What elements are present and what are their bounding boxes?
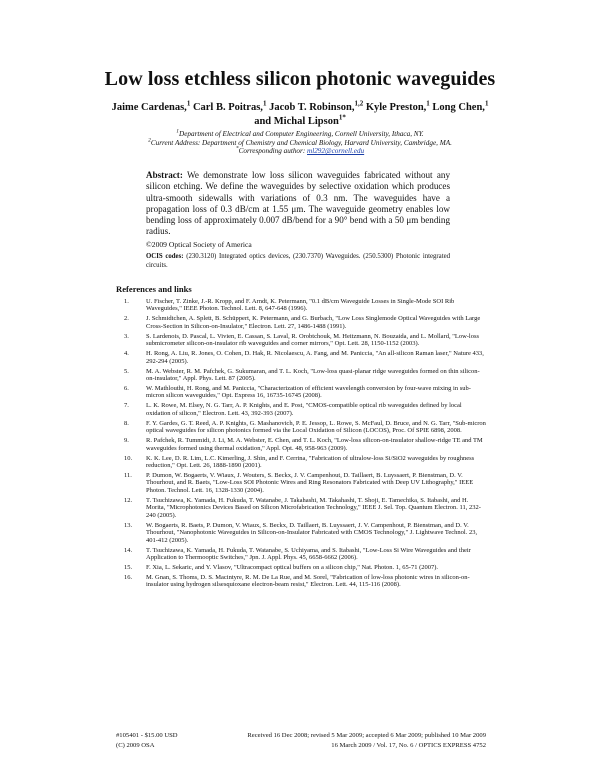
reference-number: 11. xyxy=(124,472,132,480)
footer-copyright: (C) 2009 OSA xyxy=(116,742,155,749)
corresponding-label: Corresponding author: xyxy=(238,147,308,156)
journal-citation: 16 March 2009 / Vol. 17, No. 6 / OPTICS EXPRESS 4752 xyxy=(331,742,486,749)
reference-item xyxy=(116,497,486,519)
reference-text: F. Xia, L. Sekaric, and Y. Vlasov, "Ultracompact optical buffers on a silicon chip," Nat. Photon. 1, 65-71 (2007). xyxy=(146,563,439,571)
reference-item xyxy=(116,455,486,470)
author-affiliation-mark: 1 xyxy=(186,99,191,108)
reference-text: W. Bogaerts, R. Baets, P. Dumon, V. Wiaux, S. Beckx, D. Taillaert, B. Luyssaert, J. V. Campenhout, P. Bienstman, and D. V. Thourhout, "Nanophotonic Waveguides in Silicon-on-Insulator Fabricated with CMOS Technology," J. Lightwave Technol. 23, 401-412 (2005). xyxy=(146,521,478,544)
reference-item xyxy=(116,402,486,417)
reference-item xyxy=(116,350,486,365)
reference-item xyxy=(116,437,486,452)
reference-number: 3. xyxy=(124,332,129,340)
reference-number: 13. xyxy=(124,521,133,529)
reference-item xyxy=(116,522,486,544)
reference-text: J. Schmidtchen, A. Splett, B. Schüppert, K. Petermann, and G. Burbach, "Low Loss Singlemode Optical Waveguides with Large Cross-Section in Silicon-on-Insulator," Electron. Lett. 27, 1486-1488 (1991). xyxy=(146,315,481,330)
reference-item xyxy=(116,315,486,330)
reference-number: 5. xyxy=(124,367,129,375)
reference-text: M. A. Webster, R. M. Pafchek, G. Sukumaran, and T. L. Koch, "Low-loss quasi-planar ridge waveguides formed on thin silicon-on-insulator," Appl. Phys. Lett. 87 (2005). xyxy=(146,367,480,383)
ocis-text: (230.3120) Integrated optics devices, (230.7370) Waveguides. (250.5300) Photonic integrated circuits. xyxy=(146,253,450,269)
abstract-text: We demonstrate low loss silicon waveguides fabricated without any silicon etching. We define the waveguides by selective oxidation which produces ultra-smooth sidewalls with variations of 0.3 nm. The waveguides have a propagation loss of 0.3 dB/cm at 1.55 μm. The waveguide geometry enables low bending loss of approximately 0.007 dB/bend for a 90° bend with a 50 μm bending radius. xyxy=(146,170,450,237)
reference-number: 14. xyxy=(124,546,133,554)
affiliations xyxy=(90,130,510,156)
reference-text: F. Y. Gardes, G. T. Reed, A. P. Knights, G. Mashanovich, P. E. Jessop, L. Rowe, S. McFaul, D. Bruce, and N. G. Tarr, "Sub-micron optical waveguides for silicon photonics formed via the Local Oxidation of Silicon (LOCOS), Proc. Of SPIE 6898, 2008. xyxy=(146,419,486,435)
affiliation-mark: 2 xyxy=(148,137,151,144)
author-name: Jaime Cardenas, xyxy=(111,102,187,113)
reference-text: T. Tsuchizawa, K. Yamada, H. Fukuda, T. Watanabe, S. Uchiyama, and S. Itabashi, "Low-Loss Si Wire Waveguides and their Application to Thermooptic Switches," Jpn. J. Appl. Phys. 45, 6658-6662 (2006). xyxy=(146,546,471,561)
affiliation-text: Department of Electrical and Computer Engineering, Cornell University, Ithaca, NY. xyxy=(179,130,424,138)
ocis-codes xyxy=(146,253,450,271)
reference-item xyxy=(116,333,486,348)
ocis-label: OCIS codes: xyxy=(146,253,184,260)
abstract-label: Abstract: xyxy=(146,170,183,180)
affiliation-mark: * xyxy=(235,145,239,152)
affiliation-text: Current Address: Department of Chemistry and Chemical Biology, Harvard University, Cambridge, MA. xyxy=(150,138,452,147)
reference-text: S. Lardenois, D. Pascal, L. Vivien, E. Cassan, S. Laval, R. Orobtchouk, M. Heitzmann, N. Bouzaida, and L. Mollard, "Low-loss submicrometer silicon-on-insulator rib waveguides and corner mirrors," Opt. Lett. 28, 1150-1152 (2003). xyxy=(146,332,480,348)
paper-title: Low loss etchless silicon photonic waveguides xyxy=(104,68,496,90)
reference-number: 8. xyxy=(124,419,129,427)
reference-item xyxy=(116,472,486,494)
reference-text: L. K. Rowe, M. Elsey, N. G. Tarr, A. P. Knights, and E. Post, "CMOS-compatible optical rib waveguides defined by local oxidation of silicon," Electron. Lett. 43, 392-393 (2007). xyxy=(146,402,462,417)
affiliation-mark: 1 xyxy=(176,128,180,135)
reference-item xyxy=(116,385,486,400)
copyright-notice: ©2009 Optical Society of America xyxy=(146,240,252,249)
article-id-price: #105401 - $15.00 USD xyxy=(116,732,178,739)
author-name: Kyle Preston, xyxy=(363,102,427,113)
reference-number: 4. xyxy=(124,350,129,358)
reference-text: M. Gnan, S. Thoms, D. S. Macintyre, R. M. De La Rue, and M. Sorel, "Fabrication of low-loss photonic wires in silicon-on-insulator using hydrogen silsesquioxane electron-beam resist," Electron. Lett. 44, 115-116 (2008). xyxy=(146,573,470,589)
reference-item xyxy=(116,298,486,313)
abstract xyxy=(146,170,450,238)
email-link[interactable]: ml292@cornell.edu xyxy=(307,147,365,156)
reference-text: U. Fischer, T. Zinke, J.-R. Kropp, and F. Arndt, K. Petermann, "0.1 dB/cm Waveguide Losses in Single-Mode SOI Rib Waveguides," IEEE Photon. Technol. Lett. 8, 647-648 (1996). xyxy=(146,298,455,313)
publication-history: Received 16 Dec 2008; revised 5 Mar 2009; accepted 6 Mar 2009; published 10 Mar 2009 xyxy=(247,732,486,739)
author-affiliation-mark: 1 xyxy=(484,99,489,108)
reference-text: P. Dumon, W. Bogaerts, V. Wiaux, J. Wouters, S. Beckx, J. V. Campenhout, D. Taillaert, B. Luyssaert, P. Bienstman, D. V. Thourhout, and R. Baets, "Low-Loss SOI Photonic Wires and Ring Resonators Fabricated with Deep UV Lithography," IEEE Photon. Technol. Lett. 16, 1328-1330 (2004). xyxy=(146,472,474,494)
reference-item xyxy=(116,368,486,383)
reference-number: 16. xyxy=(124,573,133,581)
reference-number: 10. xyxy=(124,454,133,462)
reference-text: H. Rong, A. Liu, R. Jones, O. Cohen, D. Hak, R. Nicolaescu, A. Fang, and M. Paniccia, "An all-silicon Raman laser," Nature 433, 292-294 (2005). xyxy=(146,350,484,365)
author-affiliation-mark: 1* xyxy=(338,113,346,122)
author-affiliation-mark: 1,2 xyxy=(354,99,364,108)
affiliation-1 xyxy=(90,130,510,139)
reference-number: 15. xyxy=(124,563,133,571)
author-name: Long Chen, xyxy=(429,102,485,113)
reference-number: 6. xyxy=(124,385,129,393)
author-name: and Michal Lipson xyxy=(254,116,339,127)
reference-item xyxy=(116,574,486,589)
reference-number: 2. xyxy=(124,315,129,323)
reference-number: 1. xyxy=(124,298,129,305)
author-affiliation-mark: 1 xyxy=(262,99,267,108)
reference-list xyxy=(116,298,486,591)
author-name: Carl B. Poitras, xyxy=(190,102,263,113)
reference-item xyxy=(116,547,486,562)
affiliation-2 xyxy=(90,139,510,148)
reference-number: 12. xyxy=(124,496,133,504)
reference-number: 9. xyxy=(124,437,129,445)
corresponding-author xyxy=(90,147,510,156)
reference-text: R. Pafchek, R. Tummidi, J. Li, M. A. Webster, E. Chen, and T. L. Koch, "Low-loss silicon-on-insulator shallow-ridge TE and TM waveguides formed using thermal oxidation," Appl. Opt. 48, 958-963 (2009). xyxy=(146,437,483,452)
reference-text: K. K. Lee, D. R. Lim, L.C. Kimerling, J. Shin, and F. Cerrina, "Fabrication of ultralow-loss Si/SiO2 waveguides by roughness reduction," Opt. Lett. 26, 1888-1890 (2001). xyxy=(146,454,475,470)
reference-item xyxy=(116,564,486,571)
reference-item xyxy=(116,420,486,435)
reference-text: T. Tsuchizawa, K. Yamada, H. Fukuda, T. Watanabe, J. Takahashi, M. Takahashi, T. Shoji, E. Tamechika, S. Itabashi, and H. Morita, "Microphotonics Devices Based on Silicon Microfabrication Technology," IEEE J. Sel. Top. Quantum Electron. 11, 232-240 (2005). xyxy=(146,496,481,519)
author-name: Jacob T. Robinson, xyxy=(266,102,355,113)
references-heading: References and links xyxy=(116,284,192,294)
reference-text: W. Mathlouthi, H. Rong, and M. Paniccia, "Characterization of efficient wavelength conversion by four-wave mixing in sub-micron silicon waveguides," Opt. Express 16, 16735-16745 (2008). xyxy=(146,385,471,400)
author-affiliation-mark: 1 xyxy=(426,99,430,108)
author-list xyxy=(110,101,490,129)
reference-number: 7. xyxy=(124,402,129,410)
